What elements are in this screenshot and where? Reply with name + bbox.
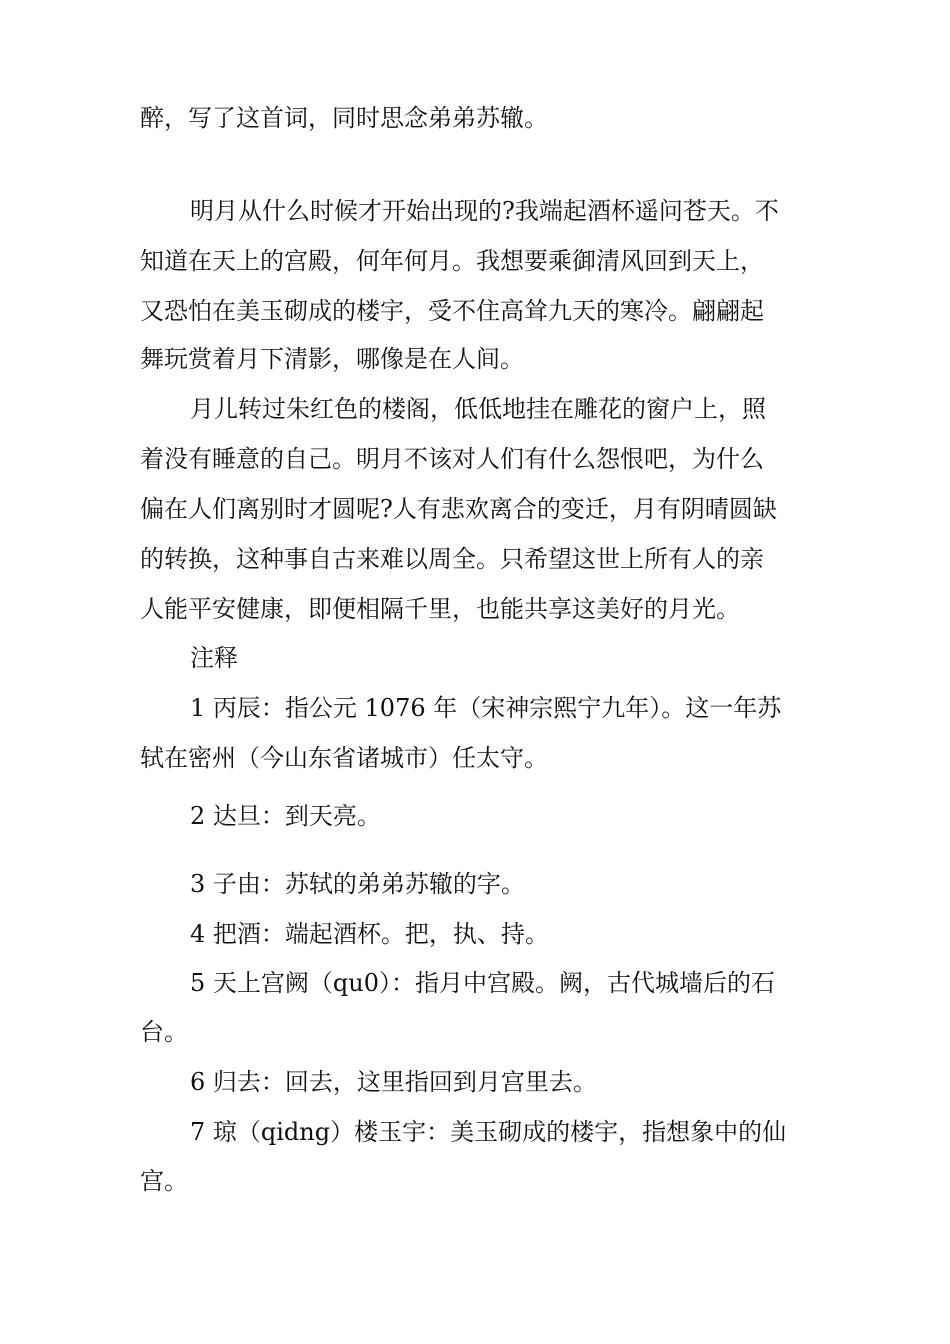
text-line: 明月从什么时候才开始出现的?我端起酒杯遥问苍天。不 [190, 197, 779, 225]
text-line: 着没有睡意的自己。明月不该对人们有什么怨恨吧，为什么 [140, 445, 764, 473]
text-line: 又恐怕在美玉砌成的楼宇，受不住高耸九天的寒冷。翩翩起 [140, 297, 764, 325]
notes-heading: 注释 [190, 644, 238, 672]
text-line: 人能平安健康，即便相隔千里，也能共享这美好的月光。 [140, 595, 740, 623]
note-item: 3 子由：苏轼的弟弟苏辙的字。 [190, 870, 525, 898]
note-item: 2 达旦：到天亮。 [190, 802, 381, 830]
note-item: 1 丙辰：指公元 1076 年（宋神宗熙宁九年）。这一年苏 [190, 694, 782, 722]
text-line: 舞玩赏着月下清影，哪像是在人间。 [140, 345, 524, 373]
note-item-continuation: 宫。 [140, 1167, 188, 1195]
text-line: 月儿转过朱红色的楼阁，低低地挂在雕花的窗户上，照 [190, 395, 766, 423]
note-item-continuation: 台。 [140, 1018, 188, 1046]
text-line: 知道在天上的宫殿，何年何月。我想要乘御清风回到天上， [140, 247, 764, 275]
note-item: 4 把酒：端起酒杯。把，执、持。 [190, 920, 549, 948]
note-item: 5 天上宫阙（qu0）：指月中宫殿。阙，古代城墙后的石 [190, 969, 775, 997]
note-item-continuation: 轼在密州（今山东省诸城市）任太守。 [140, 744, 548, 772]
text-line: 偏在人们离别时才圆呢?人有悲欢离合的变迁，月有阴晴圆缺 [140, 495, 777, 523]
text-line: 醉，写了这首词，同时思念弟弟苏辙。 [140, 104, 548, 132]
note-item: 6 归去：回去，这里指回到月宫里去。 [190, 1068, 597, 1096]
note-item: 7 琼（qidng）楼玉宇：美玉砌成的楼宇，指想象中的仙 [190, 1118, 787, 1146]
text-line: 的转换，这种事自古来难以周全。只希望这世上所有人的亲 [140, 545, 764, 573]
